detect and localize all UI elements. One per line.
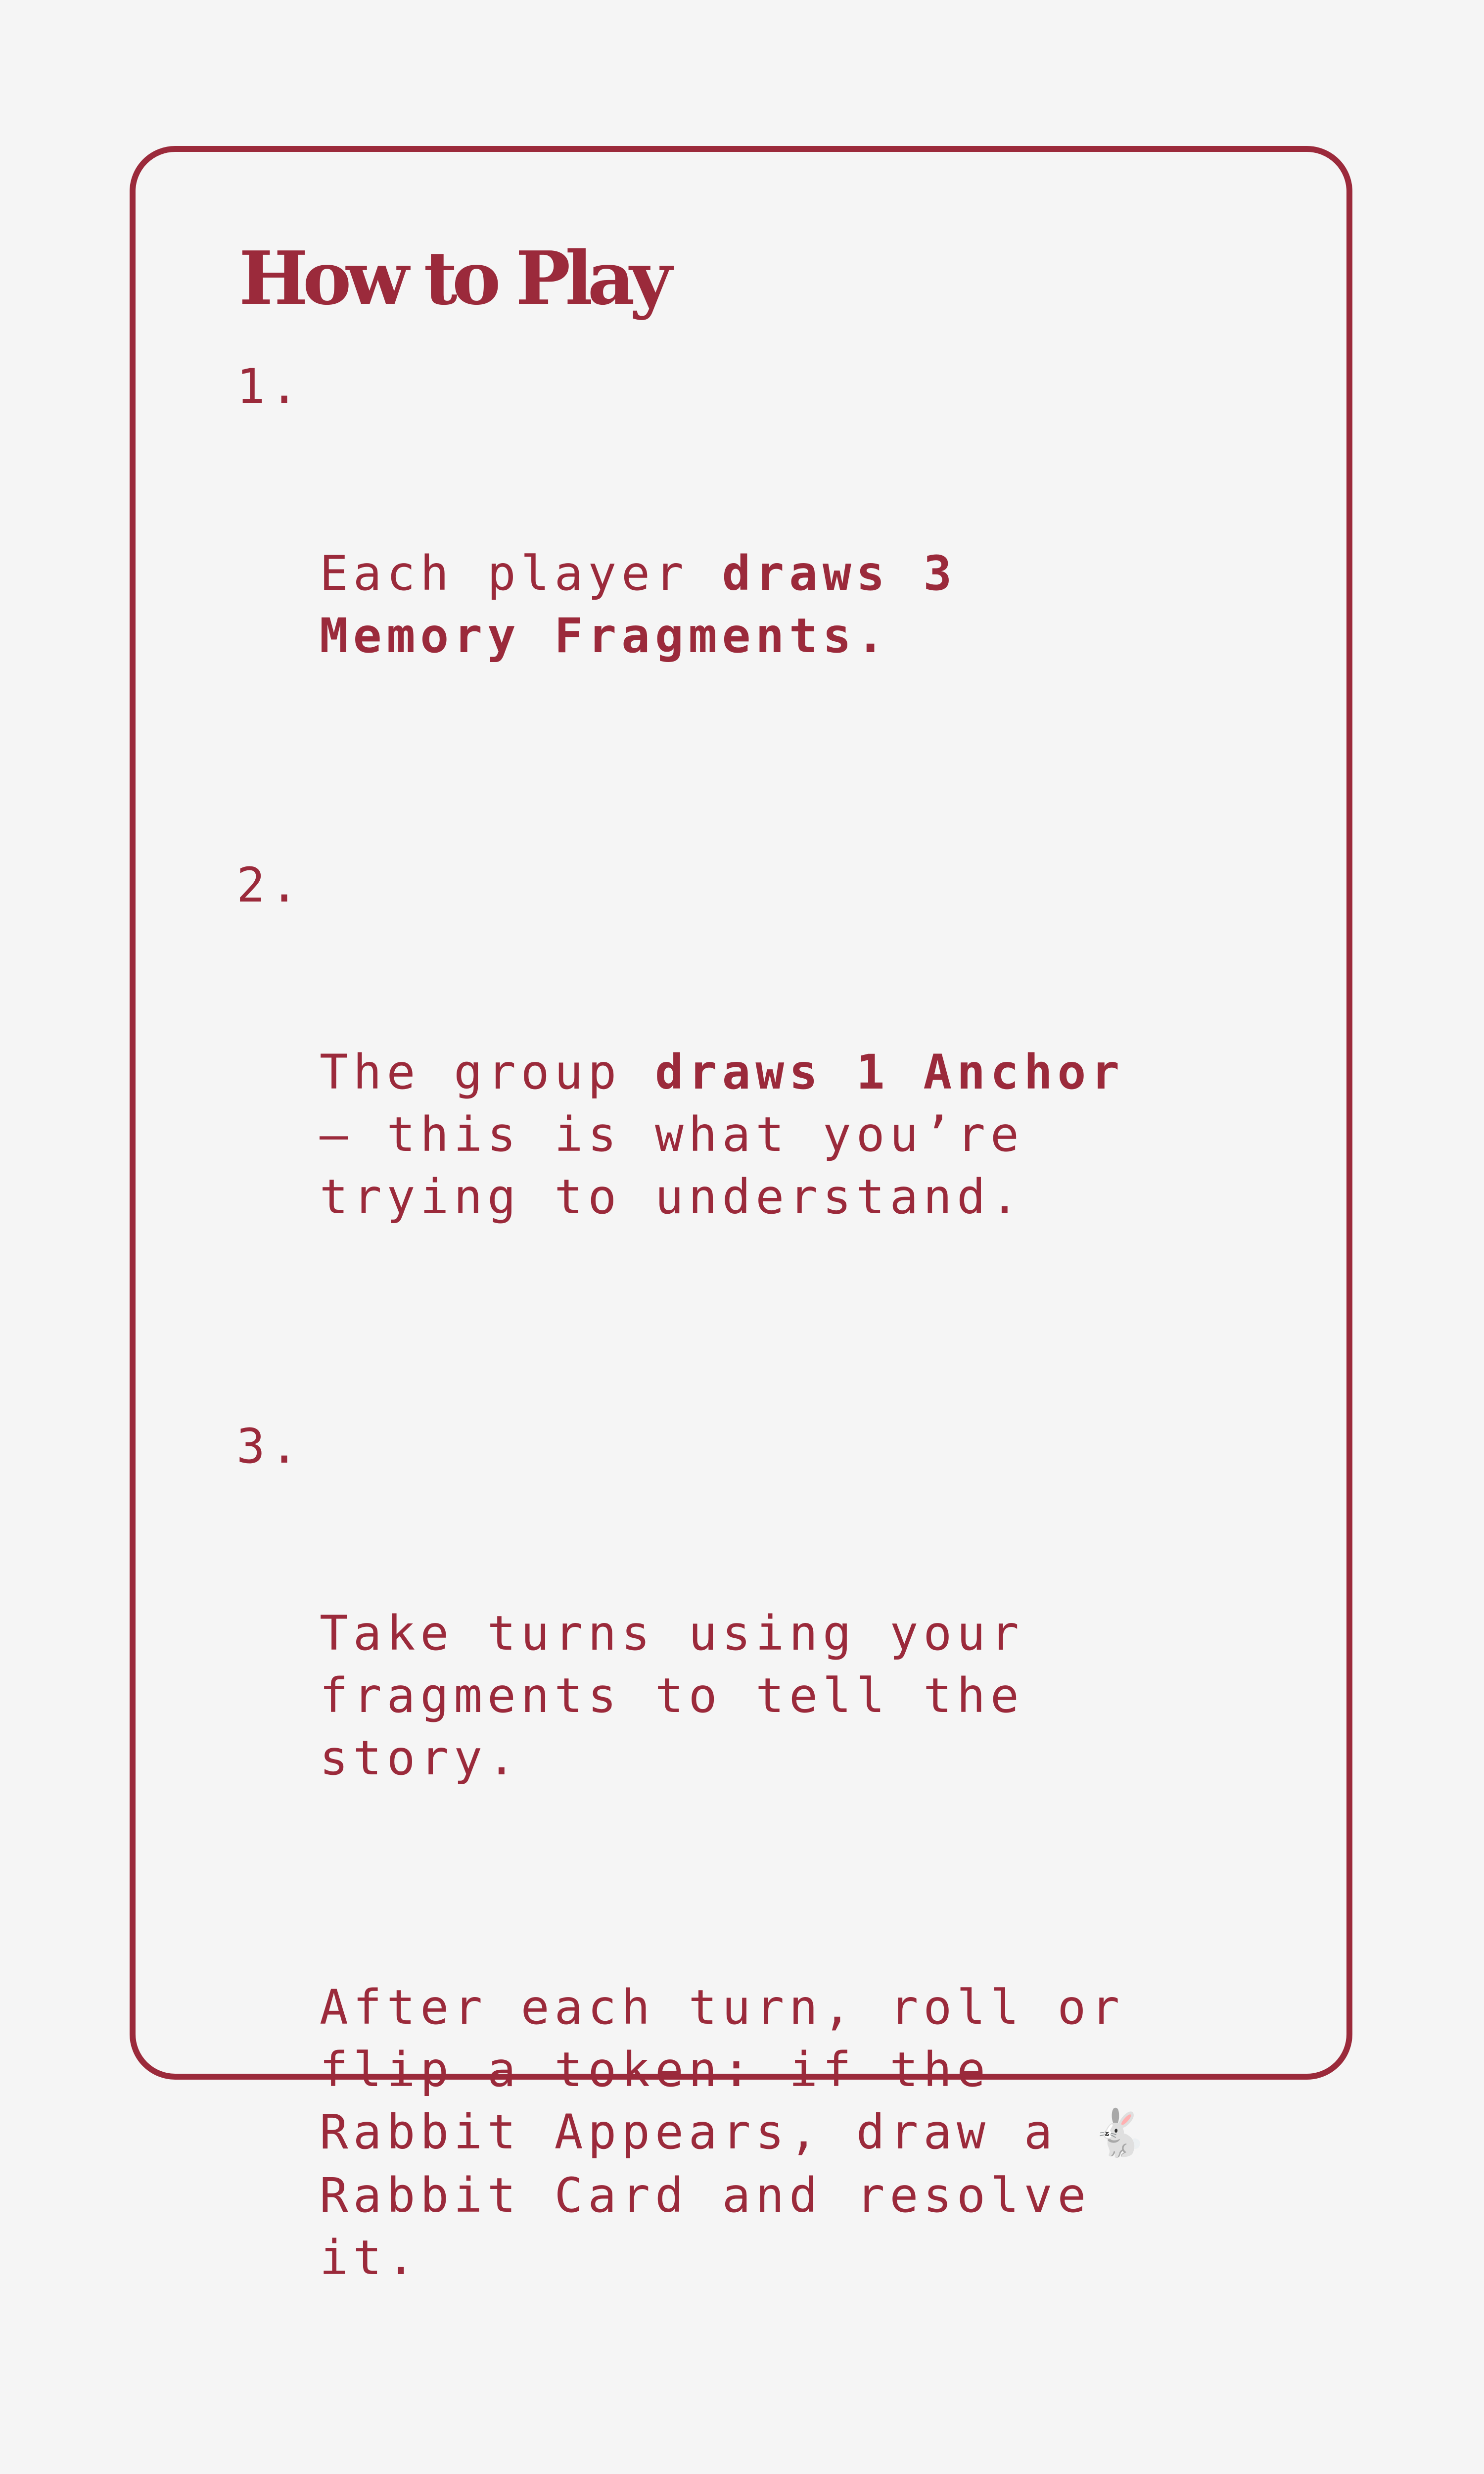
rule-text bbox=[320, 542, 1285, 667]
rule-text-bold: draws 1 Anchor bbox=[654, 1045, 1125, 1100]
rule-subtext bbox=[320, 1976, 1285, 2289]
rule-text bbox=[320, 1041, 1285, 1228]
rule-number: 2. bbox=[236, 857, 304, 913]
rule-item-1 bbox=[236, 355, 1285, 792]
rabbit-icon: 🐇 bbox=[1091, 2106, 1148, 2159]
rules-list bbox=[236, 355, 1285, 2474]
page-title: How to Play bbox=[239, 235, 667, 321]
rule-item-3 bbox=[236, 1415, 1285, 2414]
rule-subtext-part: Rabbit Card and resolve it. bbox=[320, 2168, 1091, 2285]
rule-text-normal: – this is what you’re trying to understand. bbox=[320, 1107, 1024, 1225]
rule-number: 1. bbox=[236, 359, 304, 414]
rule-subtext-part: After each turn, roll or flip a token: if the Rabbit Appears, draw a bbox=[320, 1980, 1125, 2160]
rule-number: 3. bbox=[236, 1419, 304, 1474]
rule-text-normal: Each player bbox=[320, 546, 722, 601]
rule-text-bold: draws 3 Memory Fragments. bbox=[320, 546, 957, 664]
rule-text: Take turns using your fragments to tell the story. bbox=[320, 1606, 1024, 1786]
rule-item-2 bbox=[236, 854, 1285, 1353]
rule-text-normal: The group bbox=[320, 1045, 655, 1100]
